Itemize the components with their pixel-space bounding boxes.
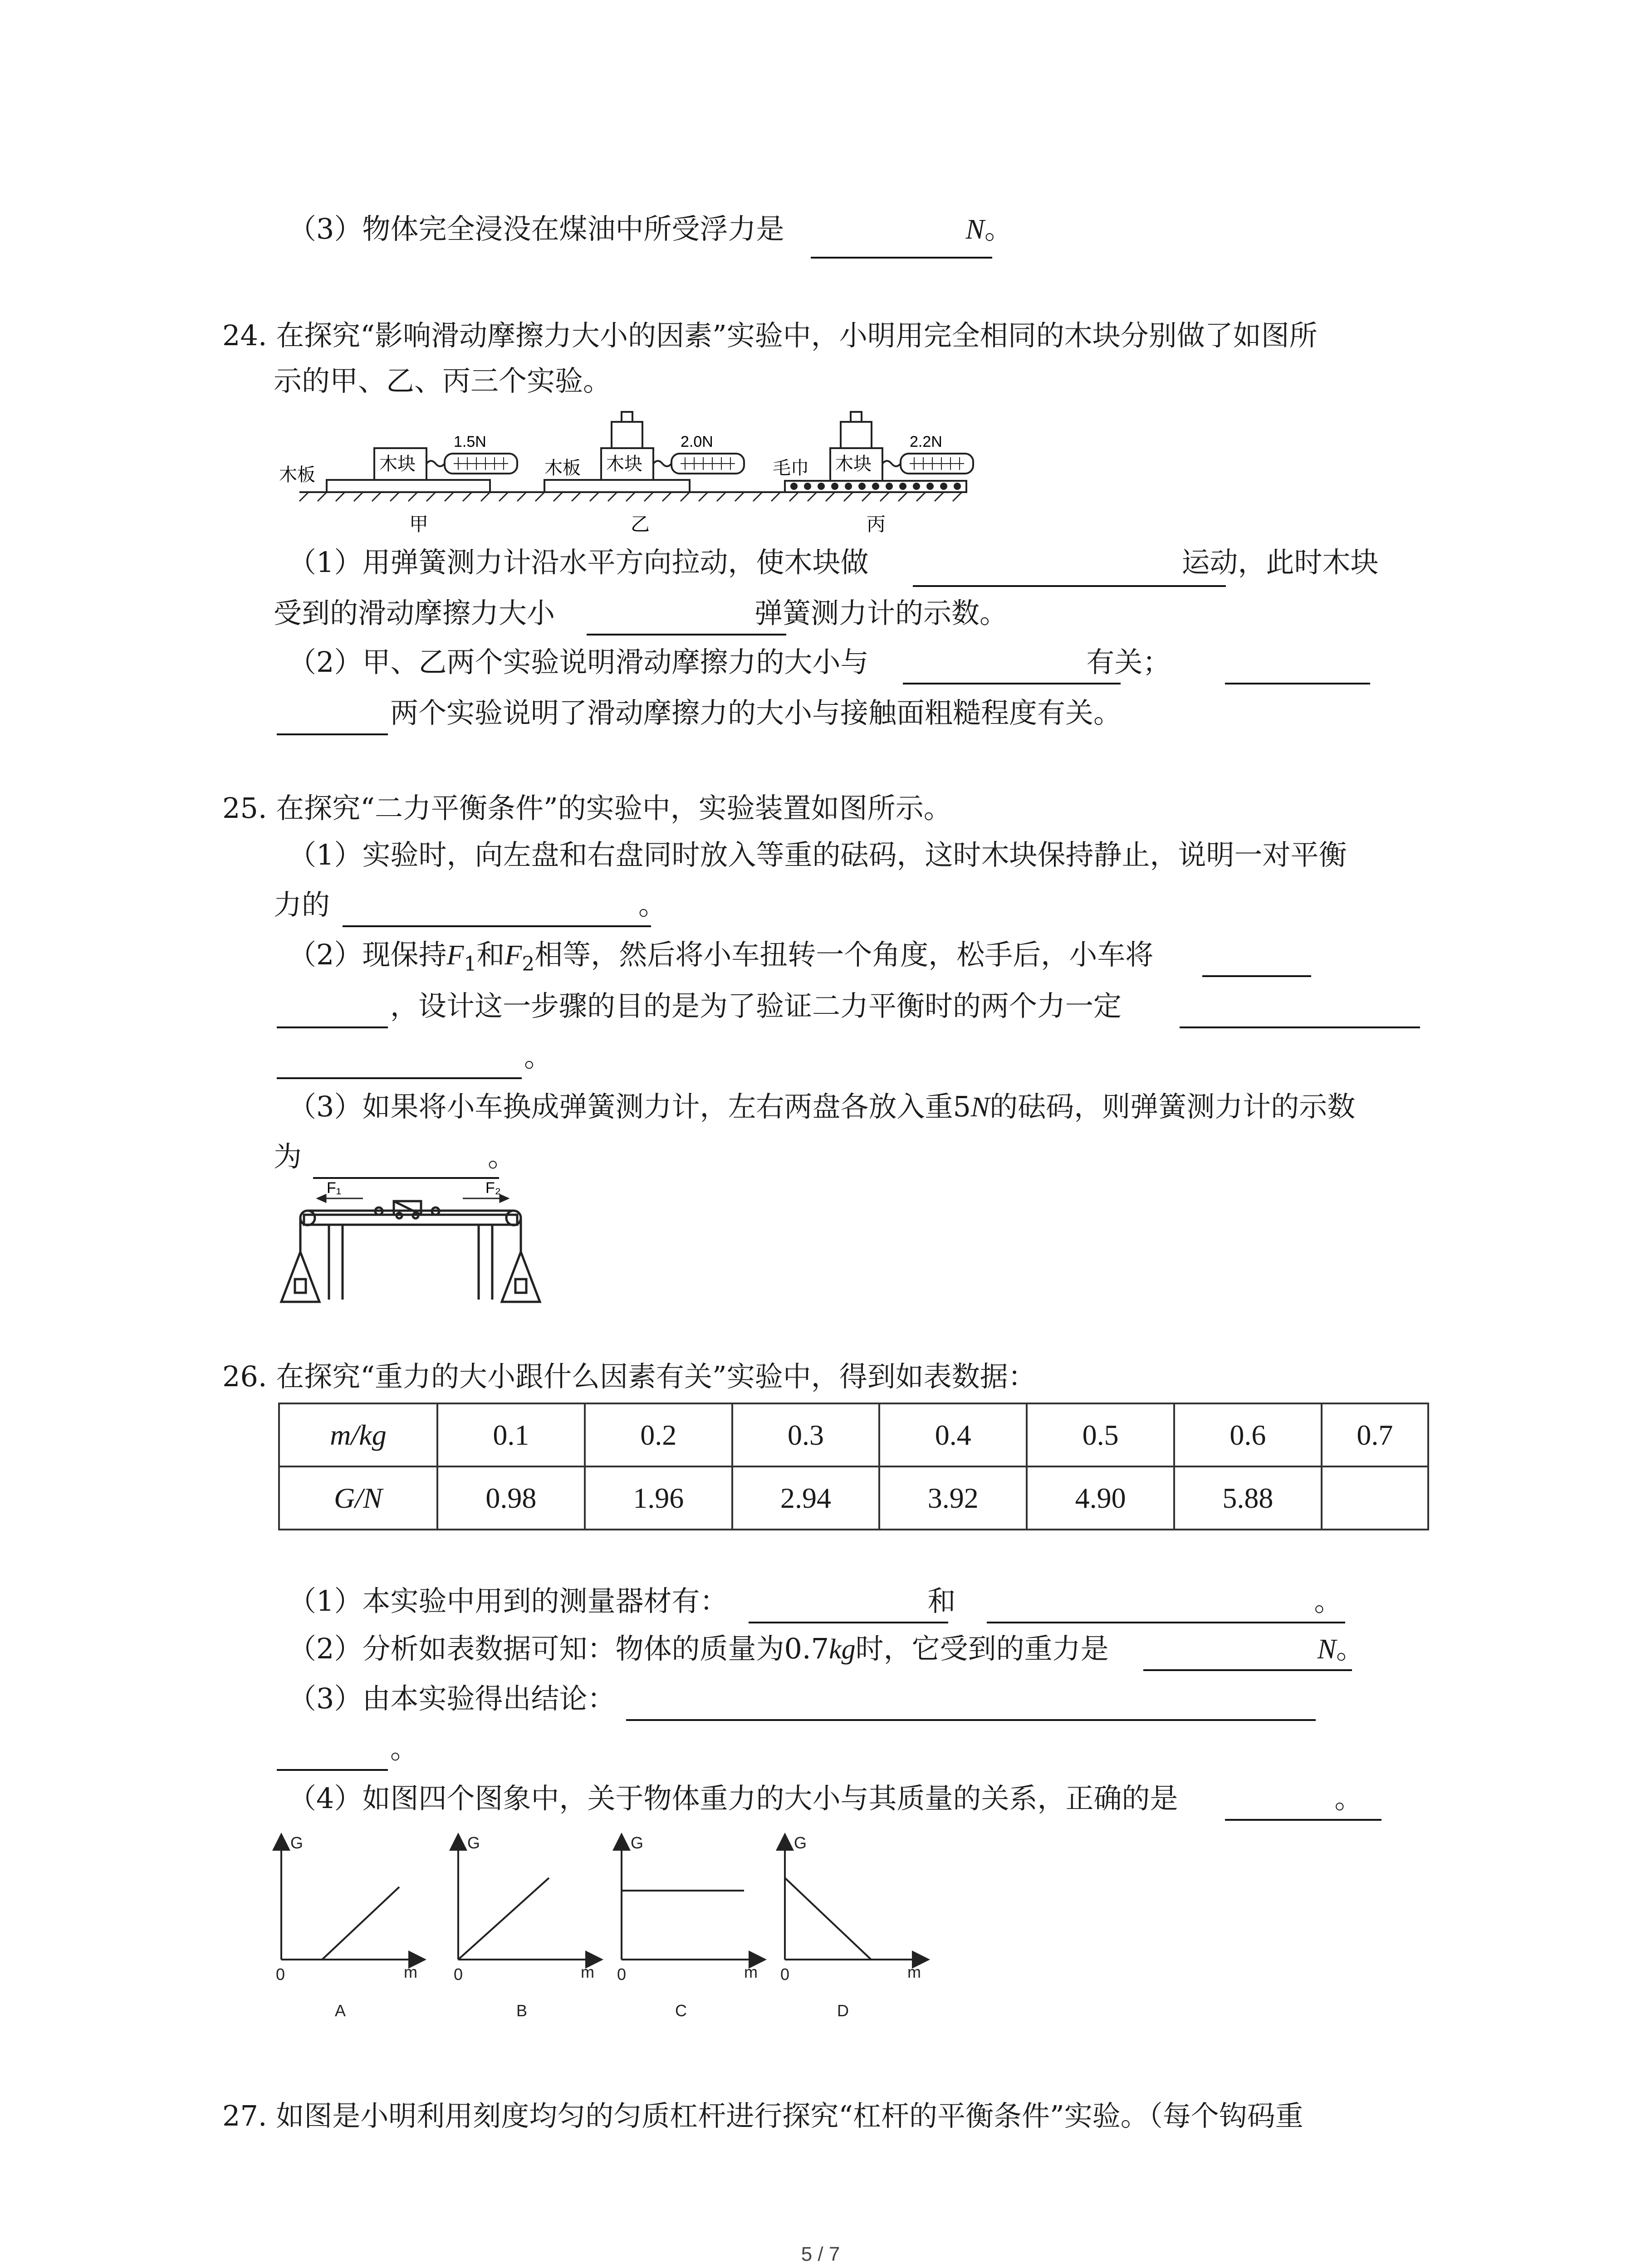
q25-f1-symbol: F [446, 940, 464, 971]
graph-b-caption: B [516, 2001, 528, 2020]
q25-part2-text-a: （2）现保持 [288, 938, 447, 971]
q26-blank-tool-b[interactable] [987, 1622, 1345, 1623]
graph-d-origin: 0 [780, 1965, 790, 1984]
q24-blank-motion[interactable] [913, 585, 1226, 587]
table-cell: 0.2 [585, 1403, 732, 1466]
q25-part3-line2 [274, 1139, 516, 1175]
q26-part4-text-a: （4）如图四个图象中，关于物体重力的大小与其质量的关系，正确的是 [288, 1782, 1178, 1815]
q26-part1-text-a: （1）本实验中用到的测量器材有： [288, 1584, 728, 1618]
table-row-weight [279, 1466, 1428, 1530]
q24-stem-line2: 示的甲、乙、丙三个实验。 [274, 364, 612, 397]
table-cell: 5.88 [1174, 1466, 1322, 1530]
table-cell: 0.98 [437, 1466, 585, 1530]
table-cell: 0.7 [1322, 1403, 1428, 1466]
table-cell: 0.3 [732, 1403, 880, 1466]
q26-part4-text-b: 。 [1334, 1782, 1363, 1815]
q25-part1-line2 [274, 887, 666, 923]
surface-label-jia: 木板 [279, 465, 315, 485]
q26-blank-graph[interactable] [1225, 1819, 1381, 1821]
block-label-yi: 木块 [606, 454, 642, 474]
q25-and-text: 和 [476, 938, 505, 971]
q24-part1-text-d: 弹簧测力计的示数。 [754, 596, 1008, 630]
q26-part3-line1: （3）由本实验得出结论： [288, 1682, 616, 1715]
table-cell: 4.90 [1027, 1466, 1174, 1530]
table-cell: 2.94 [732, 1466, 880, 1530]
q26-part2-text-a: （2）分析如表数据可知：物体的质量为0.7 [288, 1632, 829, 1665]
graph-d-caption: D [837, 2001, 849, 2020]
table-row-mass [279, 1403, 1428, 1466]
table-header-mass: m/kg [279, 1403, 437, 1466]
graph-b-x-label: m [581, 1963, 594, 1981]
q26-part2-line [288, 1631, 1364, 1667]
q25-part3-text-d: 。 [488, 1140, 516, 1173]
q25-f2-symbol: F [505, 940, 522, 971]
graph-a-x-label: m [404, 1963, 417, 1981]
graph-a-y-label: G [290, 1833, 304, 1852]
q25-part2-line2: ，设计这一步骤的目的是为了验证二力平衡时的两个力一定 [390, 989, 1122, 1022]
graph-a-origin: 0 [276, 1965, 285, 1984]
q24-part1-text-b: 运动，此时木块 [1181, 546, 1379, 579]
q26-part1-text-c: 。 [1314, 1584, 1342, 1618]
q24-part1-text-c: 受到的滑动摩擦力大小 [274, 596, 555, 630]
q26-stem: 26. 在探究“重力的大小跟什么因素有关”实验中，得到如表数据： [222, 1360, 1036, 1393]
q25-blank-car-a[interactable] [1202, 975, 1311, 977]
caption-jia: 甲 [409, 513, 429, 535]
caption-yi: 乙 [631, 513, 650, 535]
q26-part1-text-b: 和 [927, 1584, 956, 1618]
q25-part3-text-b: 的砝码，则弹簧测力计的示数 [989, 1090, 1356, 1123]
q25-blank-condition-b[interactable] [277, 1077, 522, 1079]
q25-part3-text-a: （3）如果将小车换成弹簧测力计，左右两盘各放入重5 [288, 1090, 971, 1123]
q25-f2-subscript: 2 [522, 953, 535, 976]
q23-blank[interactable] [811, 257, 992, 259]
q25-blank-reading[interactable] [313, 1177, 499, 1179]
graph-b-origin: 0 [454, 1965, 463, 1984]
q25-blank-condition-a[interactable] [1180, 1026, 1420, 1028]
q23-part3-unit: N [965, 214, 985, 245]
q24-part1-text-a: （1）用弹簧测力计沿水平方向拉动，使木块做 [288, 546, 869, 579]
two-force-balance-figure [272, 1179, 554, 1306]
q24-part1-line1 [288, 544, 1378, 581]
graph-d-x-label: m [907, 1963, 921, 1981]
q26-part2-kg: kg [829, 1634, 856, 1665]
graph-c-caption: C [675, 2001, 687, 2020]
q25-stem: 25. 在探究“二力平衡条件”的实验中，实验装置如图所示。 [222, 792, 952, 825]
graph-a-caption: A [335, 2001, 346, 2020]
reading-jia: 1.5N [454, 433, 486, 450]
q24-part2-text-a: （2）甲、乙两个实验说明滑动摩擦力的大小与 [288, 645, 869, 679]
q24-blank-pair-b[interactable] [277, 733, 388, 735]
page-number: 5 / 7 [801, 2243, 840, 2265]
table-cell: 0.5 [1027, 1403, 1174, 1466]
table-cell: 0.6 [1174, 1403, 1322, 1466]
q24-part2-text-b: 有关； [1086, 645, 1171, 679]
q23-part3-text: （3）物体完全浸没在煤油中所受浮力是 [288, 212, 784, 245]
q26-part1-line [288, 1583, 1342, 1619]
q25-f1-subscript: 1 [464, 953, 477, 976]
q25-part2-line1 [288, 937, 1153, 982]
q24-stem-line1: 24. 在探究“影响滑动摩擦力大小的因素”实验中，小明用完全相同的木块分别做了如图所 [222, 319, 1318, 352]
q26-part2-text-b: 时，它受到的重力是 [855, 1632, 1109, 1665]
q26-part3-line2: 。 [390, 1732, 419, 1765]
q25-part1-line1: （1）实验时，向左盘和右盘同时放入等重的砝码，这时木块保持静止，说明一对平衡 [288, 838, 1347, 871]
q23-part3-line [288, 211, 1013, 248]
friction-experiment-figure [272, 399, 980, 549]
q26-blank-conclusion-b[interactable] [277, 1769, 388, 1771]
table-cell: 0.4 [879, 1403, 1027, 1466]
surface-label-bing: 毛巾 [773, 458, 809, 478]
table-cell-empty[interactable] [1322, 1466, 1428, 1530]
q25-part3-text-c: 为 [274, 1140, 302, 1173]
q26-blank-weight[interactable] [1143, 1669, 1352, 1671]
block-label-jia: 木块 [379, 454, 416, 474]
table-cell: 3.92 [879, 1466, 1027, 1530]
table-header-weight: G/N [279, 1466, 437, 1530]
graph-b-y-label: G [467, 1833, 480, 1852]
graph-d-y-label: G [794, 1833, 807, 1852]
gravity-data-table [278, 1403, 1429, 1530]
q26-blank-tool-a[interactable] [749, 1622, 948, 1623]
graph-c-x-label: m [744, 1963, 758, 1981]
graph-c-y-label: G [631, 1833, 644, 1852]
q26-part4-line [288, 1780, 1362, 1817]
q25-part2-text-b: 相等，然后将小车扭转一个角度，松手后，小车将 [534, 938, 1154, 971]
q27-stem: 27. 如图是小明利用刻度均匀的匀质杠杆进行探究“杠杆的平衡条件”实验。（每个钩码重 [222, 2099, 1303, 2132]
reading-yi: 2.0N [681, 433, 713, 450]
q26-part2-unit: N [1317, 1634, 1336, 1665]
q25-part2-line3: 。 [524, 1040, 553, 1073]
caption-bing: 丙 [867, 513, 886, 535]
q24-part2-line2: 两个实验说明了滑动摩擦力的大小与接触面粗糙程度有关。 [390, 696, 1122, 729]
force-label-f2: F₂ [485, 1179, 501, 1197]
q24-blank-pair-a[interactable] [1225, 683, 1370, 684]
q25-part1-text-b: 力的 [274, 888, 330, 921]
q25-part3-unit: N [970, 1092, 990, 1123]
surface-label-yi: 木板 [544, 458, 581, 478]
q24-blank-factor[interactable] [903, 683, 1121, 684]
q25-blank-balance[interactable] [343, 925, 651, 927]
q24-part1-line2 [274, 595, 1008, 631]
table-cell: 1.96 [585, 1466, 732, 1530]
q26-blank-conclusion-a[interactable] [626, 1719, 1316, 1721]
q25-part3-line1 [288, 1089, 1355, 1125]
block-label-bing: 木块 [835, 454, 872, 474]
gravity-mass-graphs [268, 1828, 957, 2028]
q25-blank-car-b[interactable] [277, 1026, 388, 1028]
q25-part1-text-c: 。 [638, 888, 667, 921]
force-label-f1: F₁ [327, 1179, 342, 1197]
q26-part2-text-c: 。 [1336, 1632, 1364, 1665]
table-cell: 0.1 [437, 1403, 585, 1466]
q23-part3-end: 。 [984, 212, 1013, 245]
q24-part2-line1 [288, 644, 1171, 680]
reading-bing: 2.2N [910, 433, 942, 450]
graph-c-origin: 0 [617, 1965, 627, 1984]
q24-blank-equal[interactable] [587, 634, 786, 635]
